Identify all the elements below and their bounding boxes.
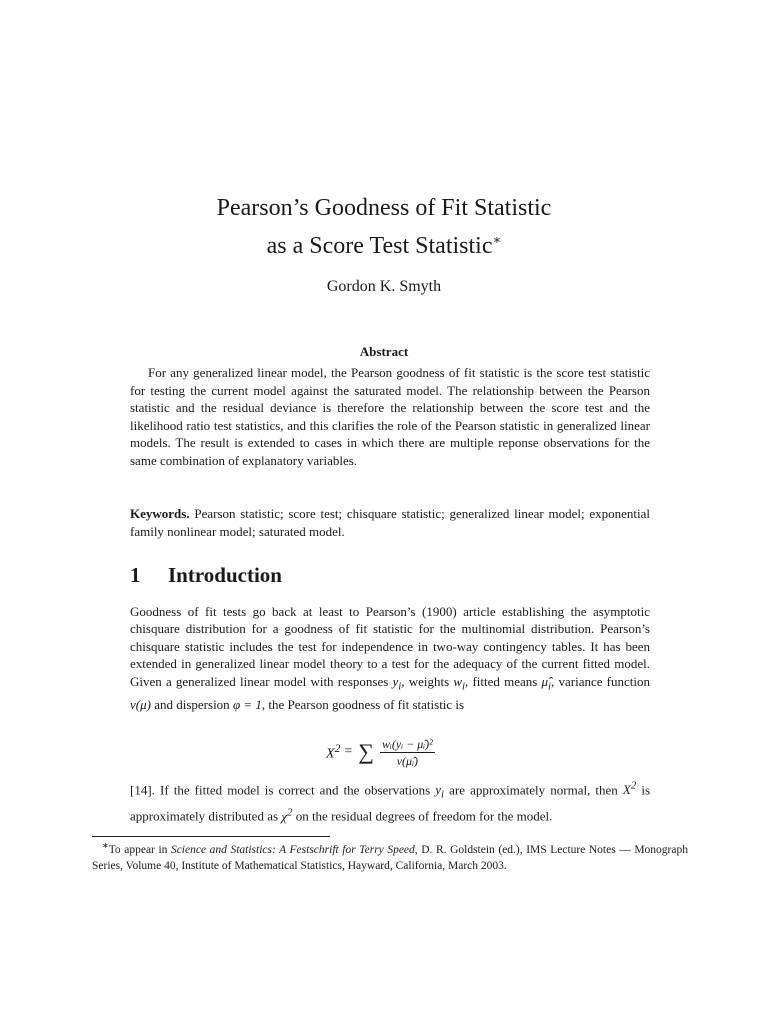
- intro-paragraph: [130, 603, 650, 713]
- footnote-rest: , D. R. Goldstein (ed.), IMS Lecture Notes — Monograph Series, Volume 40, Institute of Mathematical Statistics, Hayward, California, March 2003.: [92, 843, 688, 873]
- eq-equals: =: [344, 744, 353, 759]
- title-line-1: Pearson’s Goodness of Fit Statistic: [216, 195, 552, 221]
- intro-text-1: Goodness of fit tests go back at least to Pearson’s (1900) article establishing the asymptotic chisquare distribution for a goodness of fit statistic for the multinomial distribution. Pearson’s chisquare statistic includes the test for independence in two-way contingency tables. It has been extended in generalized linear model theory to a test for the adequacy of the current fitted model. Given a generalized linear model with responses: [130, 604, 650, 689]
- after-text-4: on the residual degrees of freedom for the model.: [295, 808, 553, 824]
- pearson-equation: [0, 732, 768, 772]
- footnote-mark: ∗: [102, 841, 109, 850]
- footnote: [92, 838, 688, 875]
- paper-title: [0, 193, 768, 262]
- var-w: $w_i$: [453, 673, 466, 693]
- footnote-book-title: Science and Statistics: A Festschrift for Terry Speed: [170, 843, 415, 856]
- title-line-2: [0, 224, 768, 262]
- section-heading: [130, 563, 282, 588]
- eq-lhs-text: X: [326, 746, 335, 762]
- section-title: Introduction: [168, 563, 282, 587]
- title-line-2-text: as a Score Test Statistic: [266, 233, 493, 259]
- eq-denominator: v(μ̂ᵢ): [396, 753, 418, 768]
- author-name: Gordon K. Smyth: [326, 278, 442, 295]
- keywords: [130, 505, 650, 540]
- eq-numerator: wᵢ(yᵢ − μ̂ᵢ)²: [381, 736, 433, 751]
- var-y-text: y: [392, 673, 399, 689]
- footnote-lead: To appear in: [108, 843, 168, 856]
- var-w-text: w: [453, 673, 463, 689]
- title-footnote-mark: ∗: [492, 232, 502, 247]
- keywords-label: Keywords.: [130, 506, 190, 521]
- after-text-3: is approximately distributed as: [130, 782, 650, 824]
- var-v-mu: v(μ): [130, 696, 151, 712]
- var-y: $y_i$: [392, 673, 402, 693]
- keywords-text: Pearson statistic; score test; chisquare statistic; generalized linear model; exponential family nonlinear model; saturated model.: [130, 506, 651, 539]
- intro-text-4: , variance function: [551, 673, 651, 689]
- abstract-text: For any generalized linear model, the Pearson goodness of fit statistic is the score test statistic for testing the current model against the saturated model. The relationship between the Pearson statistic and the residual deviance is therefore the relationship between the score test and the likelihood ratio test statistics, and this clarifies the role of the Pearson statistic in generalized linear models. The result is extended to cases in which there are multiple reponse observations for the same combination of explanatory variables.: [130, 365, 650, 468]
- intro-text-6: , the Pearson goodness of fit statistic is: [261, 696, 465, 712]
- var-phi: φ = 1: [232, 696, 262, 712]
- eq-lhs: [326, 742, 340, 763]
- abstract-heading: Abstract: [359, 344, 409, 359]
- after-text-1: [14]. If the fitted model is correct and the observations: [130, 782, 431, 798]
- after-equation-text: [130, 778, 650, 825]
- after-var-y: $y_i$: [435, 782, 445, 801]
- intro-text-2: , weights: [401, 673, 450, 689]
- equation-body: [326, 732, 435, 772]
- footnote-rule: [92, 836, 330, 837]
- eq-lhs-sup: 2: [334, 741, 341, 755]
- after-var-x2: $X^2$: [622, 780, 637, 798]
- var-mu-hat-text: μ̂: [541, 673, 549, 689]
- after-text-2: are approximately normal, then: [449, 782, 618, 798]
- intro-text-5: and dispersion: [154, 696, 230, 712]
- eq-sum-symbol: ∑: [358, 739, 374, 764]
- intro-text-3: , fitted means: [465, 673, 538, 689]
- section-number: 1: [130, 563, 141, 587]
- after-var-chi2: $\chi^2$: [281, 806, 293, 824]
- eq-fraction: [380, 736, 435, 769]
- var-mu-hat: $\mû_i$: [541, 673, 552, 693]
